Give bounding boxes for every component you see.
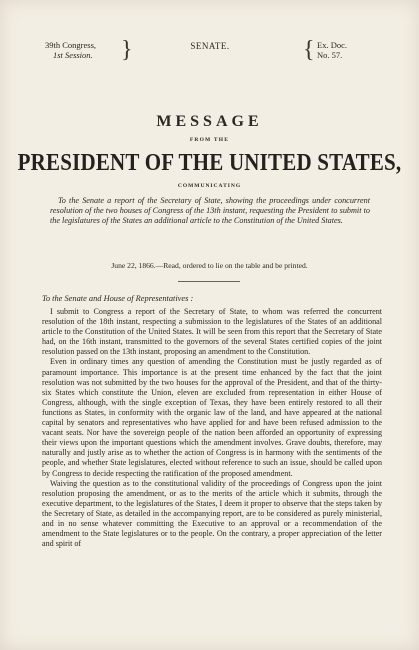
right-brace: { — [303, 37, 315, 63]
message-body — [42, 307, 382, 549]
doc-number-label: No. 57. — [317, 50, 343, 60]
divider-rule — [178, 281, 240, 282]
from-the-label: FROM THE — [189, 137, 230, 143]
communicating-label: COMMUNICATING — [177, 183, 242, 189]
document-summary: To the Senate a report of the Secretary of State, showing the proceedings under concurrent resolution of the two houses of Congress of the 13th instant, requesting the President to submit to the legislatures of the States an additional article to the Constitution of the United States. — [50, 196, 370, 225]
session-label: 1st Session. — [53, 50, 93, 60]
salutation: To the Senate and House of Representatives : — [42, 294, 194, 303]
congress-label: 39th Congress, — [45, 40, 96, 50]
document-number — [317, 40, 347, 60]
document-header — [45, 37, 375, 66]
left-brace: } — [121, 37, 133, 63]
paragraph: Even in ordinary times any question of amending the Constitution must be justly regarded as of paramount importance. This importance is at the present time enhanced by the fact that the joint resolution was not submitted by the two houses for the approval of the President, and that of the thirty-six States which constitute the Union, eleven are excluded from representation in either House of Congress, although, with the single exception of Texas, they have been entirely restored to all their functions as States, in conformity with the organic law of the land, and have appeared at the national capital by senators and representatives who have applied for and have been refused admission to the vacant seats. Nor have the sovereign people of the nation been afforded an opportunity of expressing their views upon the important questions which the amendment involves. Grave doubts, therefore, may naturally and justly arise as to whether the action of Congress is in harmony with the sentiments of the people, and whether State legislatures, elected without reference to such an issue, should be called upon by Congress to decide respecting the ratification of the proposed amendment. — [42, 357, 382, 478]
chamber-label: SENATE. — [190, 41, 230, 51]
message-title: MESSAGE — [156, 113, 263, 130]
paragraph: Waiving the question as to the constitutional validity of the proceedings of Congress upon the joint resolution proposing the amendment, or as to the merits of the article which it submits, through the executive department, to the legislatures of the States, I deem it proper to observe that the steps taken by the Secretary of State, as detailed in the accompanying report, are to be considered as purely ministerial, and in no sense whatever committing the Executive to an approval or a recommendation of the amendment to the State legislatures or to the people. On the contrary, a proper appreciation of the letter and spirit of — [42, 478, 382, 549]
paragraph: I submit to Congress a report of the Secretary of State, to whom was referred the concurrent resolution of the 18th instant, respecting a submission to the legislatures of the States of an additional article to the Constitution of the United States. It will be seen from this report that the Secretary of State had, on the 16th instant, transmitted to the governors of the several States certified copies of the joint resolution passed on the 13th instant, proposing an amendment to the Constitution. — [42, 307, 382, 357]
president-title: PRESIDENT OF THE UNITED STATES, — [17, 148, 402, 176]
dateline: June 22, 1866.—Read, ordered to lie on the table and be printed. — [111, 261, 308, 270]
doc-type-label: Ex. Doc. — [317, 40, 347, 50]
